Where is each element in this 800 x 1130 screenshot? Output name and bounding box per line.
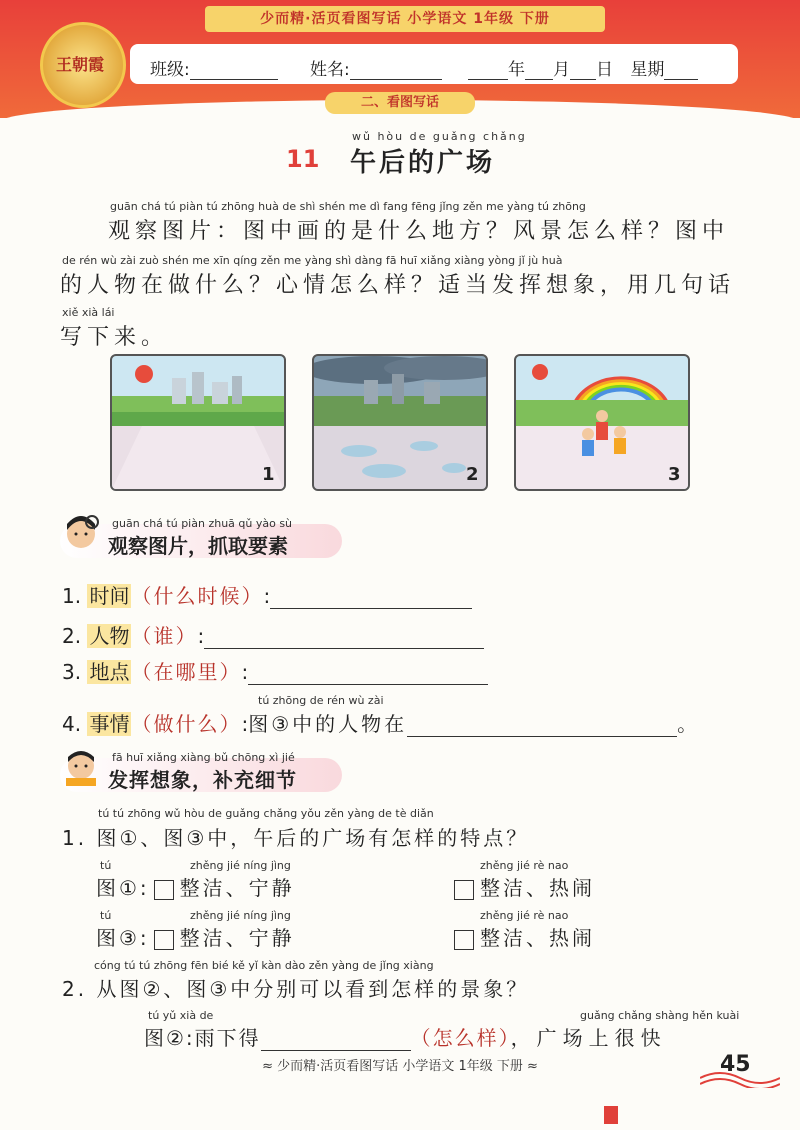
date-field[interactable]: 年 月 日 星期 (468, 55, 698, 80)
book-banner: 少而精·活页看图写话 小学语文 1年级 下册 (205, 6, 605, 32)
lesson-number: 11 (286, 145, 320, 173)
prompt-line1-pinyin: guān chá tú piàn tú zhōng huà de shì shén me dì fang fēng jǐng zěn me yàng tú zhōng (110, 200, 586, 213)
class-field[interactable]: 班级: (150, 55, 278, 80)
section1-title: 观察图片，抓取要素 (108, 534, 288, 558)
section2-pinyin: fā huī xiǎng xiàng bǔ chōng xì jié (112, 751, 295, 764)
picture-3 (514, 354, 690, 491)
red-mark (604, 1106, 618, 1124)
row-picture3-option2: 整洁、热闹 (450, 922, 595, 951)
prompt-line3-pinyin: xiě xià lái (62, 306, 115, 319)
row-picture3: 图③: 整洁、宁静 (96, 926, 295, 950)
answer-blank[interactable] (204, 630, 484, 649)
logo-text: 王朝霞 (55, 55, 104, 74)
prompt-line2-pinyin: de rén wù zài zuò shén me xīn qíng zěn me yàng shì dàng fā huī xiǎng xiàng yòng jǐ jù huà (62, 254, 563, 267)
checkbox-lively[interactable] (454, 880, 474, 900)
answer-blank[interactable] (248, 666, 488, 685)
reading-child-icon (62, 748, 100, 788)
rainbow-plaza-illustration (516, 356, 688, 489)
question-characters: 2. 人物 （谁）: (62, 620, 484, 649)
prompt-line1: 观察图片：图中画的是什么地方？风景怎么样？图中 (108, 219, 730, 244)
lesson-title: 午后的广场 (350, 148, 496, 178)
section1-pinyin: guān chá tú piàn zhuā qǔ yào sù (112, 517, 293, 530)
question-features: 1. 图①、图③中，午后的广场有怎样的特点？ (62, 826, 530, 850)
page-number: 45 (720, 1052, 751, 1077)
answer-blank[interactable] (270, 590, 472, 609)
answer-blank[interactable] (261, 1032, 411, 1051)
question-time: 1. 时间 （什么时候）: (62, 580, 472, 609)
checkbox-lively[interactable] (454, 930, 474, 950)
checkbox-quiet[interactable] (154, 930, 174, 950)
picture-number: 1 (262, 464, 275, 485)
picture-number: 2 (466, 464, 479, 485)
q1-pinyin: tú tú zhōng wǔ hòu de guǎng chǎng yǒu zěn yàng de tè diǎn (98, 807, 434, 820)
checkbox-quiet[interactable] (154, 880, 174, 900)
question-scenes-answer: 图②:雨下得 （怎么样），广场上很快 (144, 1026, 667, 1050)
question-scenes: 2. 从图②、图③中分别可以看到怎样的景象？ (62, 977, 530, 1001)
answer-blank[interactable] (407, 718, 677, 737)
section-tab: 二、看图写话 (325, 92, 475, 114)
prompt-line3: 写下来。 (60, 325, 169, 350)
section2-title: 发挥想象，补充细节 (108, 768, 297, 792)
title-pinyin: wǔ hòu de guǎng chǎng (352, 130, 527, 143)
question-event-pinyin: tú zhōng de rén wù zài (258, 694, 384, 707)
q2-pinyin: cóng tú tú zhōng fēn bié kě yǐ kàn dào zěn yàng de jǐng xiàng (94, 959, 434, 972)
picture-1 (110, 354, 286, 491)
question-place: 3. 地点 （在哪里）: (62, 656, 488, 685)
page-footer: ≈ 少而精·活页看图写话 小学语文 1年级 下册 ≈ (262, 1059, 538, 1074)
girl-magnifier-icon (62, 512, 100, 552)
picture-number: 3 (668, 464, 681, 485)
picture-2 (312, 354, 488, 491)
name-field[interactable]: 姓名: (310, 55, 442, 80)
row-picture1-option2: 整洁、热闹 (450, 872, 595, 901)
question-event: 4. 事情 （做什么）:图③中的人物在 。 (62, 712, 698, 736)
sunny-plaza-illustration (112, 356, 284, 489)
row-picture1: 图①: 整洁、宁静 (96, 876, 295, 900)
rainy-plaza-illustration (314, 356, 486, 489)
prompt-line2: 的人物在做什么？心情怎么样？适当发挥想象，用几句话 (60, 273, 736, 298)
